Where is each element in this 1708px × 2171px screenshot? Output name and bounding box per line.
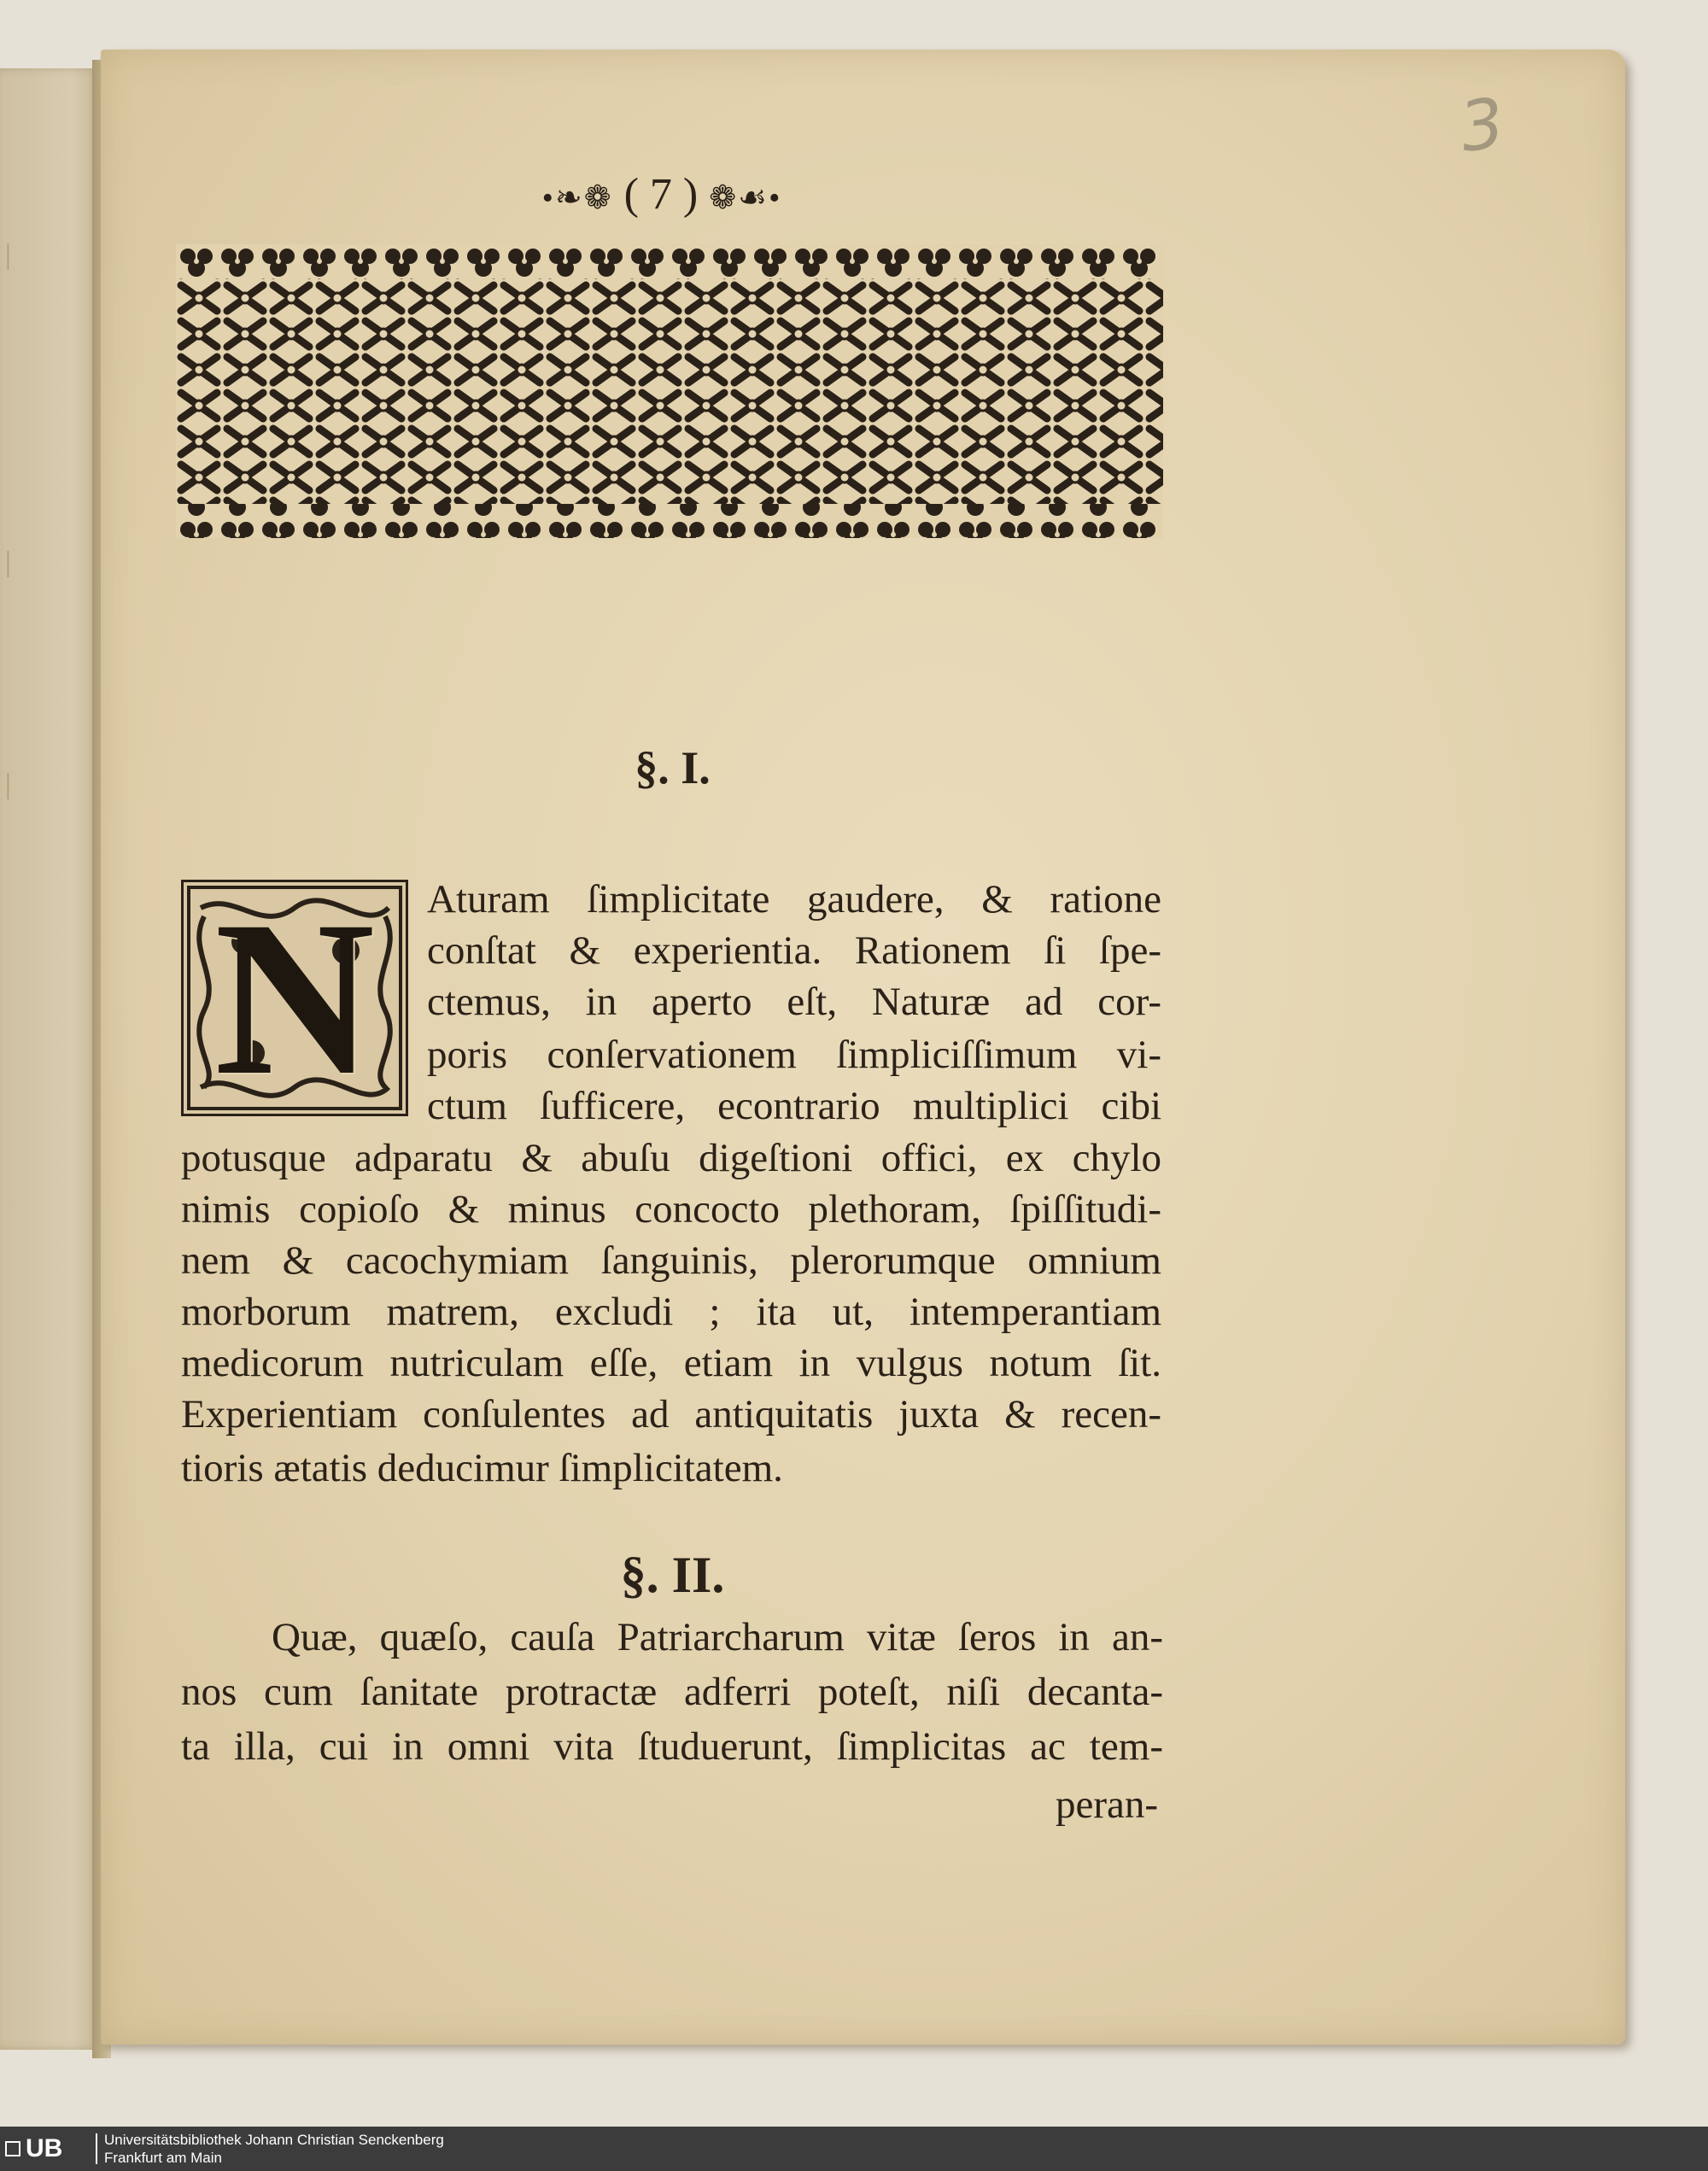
text-line: morborum matrem, excludi ; ita ut, intemperantiam xyxy=(181,1290,1161,1334)
section-heading-1: §. I. xyxy=(635,742,711,793)
text-line: ta illa, cui in omni vita ſtuduerunt, ſimplicitas ac tem- xyxy=(181,1724,1163,1769)
text-line: ctemus, in aperto eſt, Naturæ ad cor- xyxy=(427,980,1161,1024)
ornament-left-icon: •❧❁ xyxy=(541,180,613,216)
text-line: nimis copioſo & minus concocto plethoram, ſpiſſitudi- xyxy=(181,1187,1161,1232)
text-line: potusque adparatu & abuſu digeſtioni offici, ex chylo xyxy=(181,1136,1161,1180)
text-line: conſtat & experientia. Rationem ſi ſpe- xyxy=(427,928,1161,973)
library-name: Universitätsbibliothek Johann Christian Senckenberg xyxy=(104,2132,444,2148)
text-line: Aturam ſimplicitate gaudere, & ratione xyxy=(427,877,1161,922)
text-line: nos cum ſanitate protractæ adferri poteſt, niſi decanta- xyxy=(181,1670,1163,1714)
header-ornament-icon xyxy=(176,244,1163,538)
text-line: ctum ſufficere, econtrario multiplici cibi xyxy=(427,1084,1161,1128)
logo-square-icon xyxy=(5,2141,20,2156)
initial-letter: N xyxy=(214,875,375,1121)
library-credit xyxy=(104,2131,444,2167)
text-line: Quæ, quæſo, cauſa Patriarcharum vitæ ſeros in an- xyxy=(272,1615,1163,1659)
text-line: Experientiam conſulentes ad antiquitatis juxta & recen- xyxy=(181,1392,1161,1437)
logo-text: UB xyxy=(26,2134,63,2162)
text-line: nem & cacochymiam ſanguinis, plerorumque omnium xyxy=(181,1238,1161,1283)
library-city: Frankfurt am Main xyxy=(104,2150,222,2166)
decorated-initial xyxy=(181,875,408,1121)
page-number xyxy=(0,169,1324,219)
text-line: poris conſervationem ſimpliciſſimum vi- xyxy=(427,1033,1161,1077)
library-logo xyxy=(5,2132,62,2166)
text-line: tioris ætatis deducimur ſimplicitatem. xyxy=(181,1446,783,1490)
footer-bar xyxy=(0,2127,1708,2171)
section-heading-2: §. II. xyxy=(620,1547,725,1603)
pencil-mark: 3 xyxy=(1454,82,1510,168)
catchword: peran- xyxy=(1056,1782,1159,1827)
page-number-text: ( 7 ) xyxy=(623,170,699,219)
text-line: medicorum nutriculam eſſe, etiam in vulgus notum ſit. xyxy=(181,1341,1161,1385)
footer-divider xyxy=(96,2133,97,2164)
ornament-right-icon: ❁☙• xyxy=(709,180,782,216)
left-page-edge: | | | xyxy=(0,68,101,2050)
